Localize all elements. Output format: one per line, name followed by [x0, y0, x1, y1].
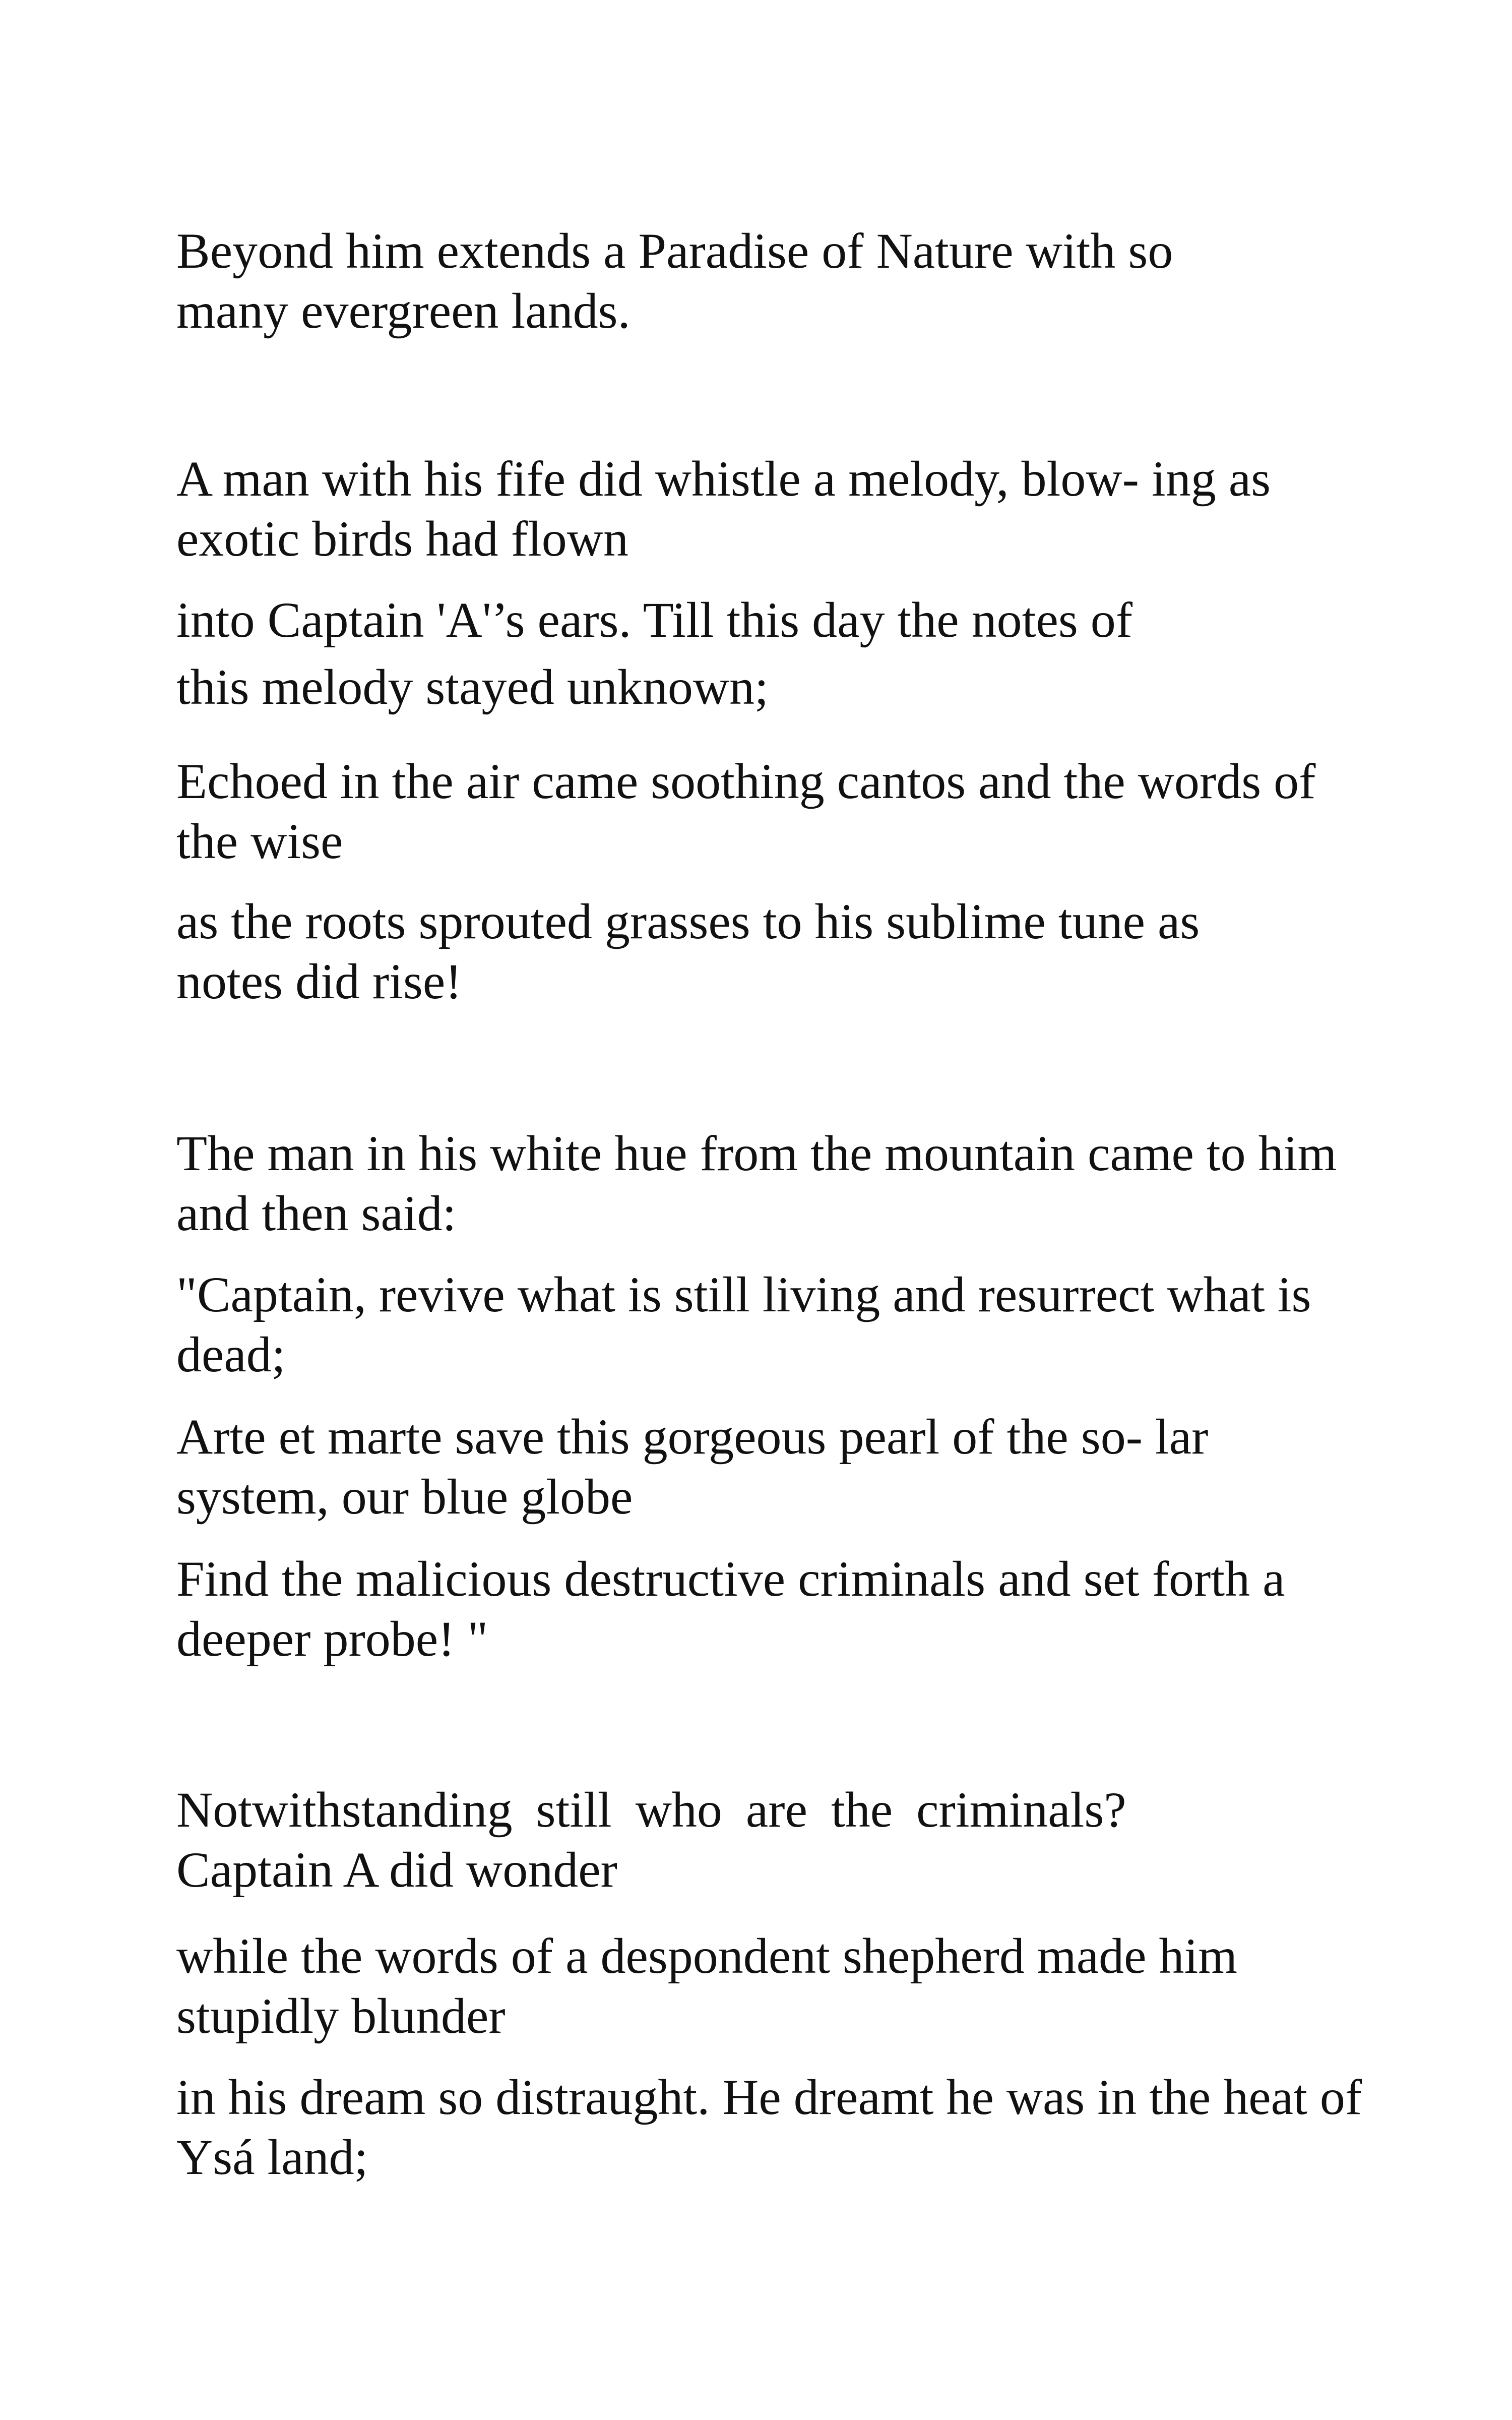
paragraph-roots-sprouted: [176, 891, 1200, 1011]
text-line: as the roots sprouted grasses to his sublime tune as: [176, 893, 1200, 949]
text-line: many evergreen lands.: [176, 283, 631, 339]
text-line: this melody stayed unknown;: [176, 659, 769, 715]
paragraph-find-criminals: [176, 1549, 1285, 1669]
paragraph-captain-revive: [176, 1264, 1311, 1384]
paragraph-white-hue: [176, 1123, 1337, 1243]
text-line: stupidly blunder: [176, 1988, 506, 2044]
paragraph-captain-ears: [176, 590, 1132, 717]
paragraph-despondent-shepherd: [176, 1926, 1237, 2046]
text-line: Beyond him extends a Paradise of Nature with so: [176, 223, 1173, 279]
text-line: "Captain, revive what is still living and resurrect what is: [176, 1266, 1311, 1322]
text-line: in his dream so distraught. He dreamt he was in the heat of: [176, 2069, 1362, 2125]
text-line: Echoed in the air came soothing cantos and the words of: [176, 753, 1316, 809]
text-line: exotic birds had flown: [176, 511, 629, 567]
text-line: notes did rise!: [176, 953, 462, 1009]
text-line: Find the malicious destructive criminals and set forth a: [176, 1551, 1285, 1607]
text-line: system, our blue globe: [176, 1469, 633, 1525]
paragraph-notwithstanding: [176, 1780, 1126, 1900]
text-line: the wise: [176, 813, 343, 869]
text-line: Ysá land;: [176, 2129, 368, 2185]
paragraph-arte-et-marte: [176, 1407, 1208, 1527]
text-line: and then said:: [176, 1185, 457, 1241]
paragraph-paradise: [176, 221, 1173, 341]
text-line: Captain A did wonder: [176, 1842, 617, 1898]
text-line: A man with his fife did whistle a melody, blow- ing as: [176, 451, 1271, 507]
text-line: The man in his white hue from the mountain came to him: [176, 1125, 1337, 1181]
paragraph-fife-melody: [176, 449, 1271, 569]
paragraph-soothing-cantos: [176, 751, 1315, 871]
text-line: deeper probe! ": [176, 1611, 488, 1667]
text-line: dead;: [176, 1326, 286, 1382]
paragraph-dream-distraught: [176, 2067, 1362, 2187]
text-line: Notwithstanding still who are the criminals?: [176, 1782, 1126, 1838]
text-line: into Captain 'A'’s ears. Till this day the notes of: [176, 592, 1133, 648]
text-line: Arte et marte save this gorgeous pearl of the so- lar: [176, 1409, 1209, 1465]
text-line: while the words of a despondent shepherd made him: [176, 1928, 1238, 1984]
